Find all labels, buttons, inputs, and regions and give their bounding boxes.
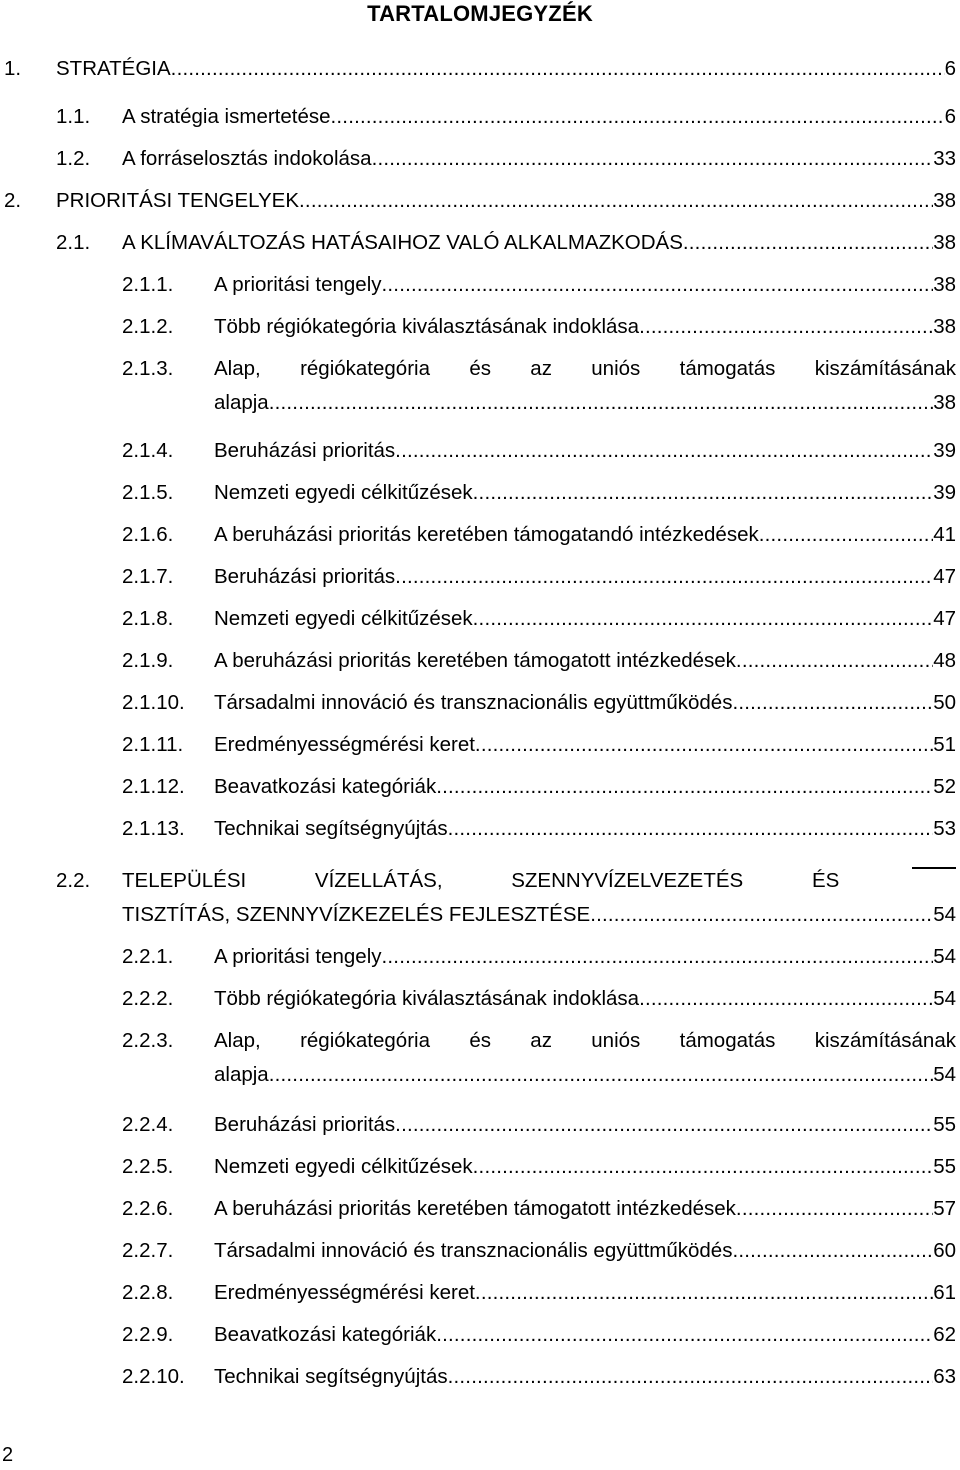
toc-entry-word: Alap, — [214, 357, 261, 380]
toc-entry-number: 2.2.3. — [122, 1029, 174, 1052]
toc-entry-number: 2.1.4. — [122, 439, 174, 462]
toc-entry-page: 38 — [933, 315, 956, 338]
toc-entry-number: 2.1.1. — [122, 273, 174, 296]
leader-dots — [590, 899, 933, 931]
toc-entry — [0, 941, 960, 973]
leader-dots — [395, 1109, 933, 1141]
leader-dots — [269, 387, 933, 419]
toc-entry-text: Nemzeti egyedi célkitűzések — [214, 607, 473, 630]
toc-entry-text: Több régiókategória kiválasztásának indoklása — [214, 315, 640, 338]
leader-dots — [372, 143, 934, 175]
toc-entry-text: alapja — [214, 391, 269, 414]
toc-entry-text: Társadalmi innováció és transznacionális együttműködés — [214, 691, 733, 714]
toc-entry-number: 2.1.13. — [122, 817, 185, 840]
leader-dots — [475, 1277, 933, 1309]
toc-entry-text: A forráselosztás indokolása — [122, 147, 372, 170]
toc-entry-word: támogatás — [679, 357, 776, 380]
toc-entry-fill — [214, 269, 956, 301]
leader-dots — [448, 1361, 934, 1393]
leader-dots — [436, 1319, 933, 1351]
toc-entry-number: 1. — [4, 57, 22, 80]
toc-entry-number: 2.2.2. — [122, 987, 174, 1010]
toc-entry-page: 38 — [933, 189, 956, 212]
toc-entry — [0, 1277, 960, 1309]
toc-entry-page: 41 — [933, 523, 956, 546]
leader-dots — [473, 603, 934, 635]
toc-entry-number: 2.2. — [56, 869, 91, 892]
toc-entry-fill — [56, 53, 956, 85]
toc-entry-text: Beavatkozási kategóriák — [214, 1323, 437, 1346]
toc-entry-fill — [214, 561, 956, 593]
toc-entry-fill — [214, 519, 956, 551]
toc-entry-fill — [214, 771, 956, 803]
toc-entry-fill — [214, 983, 956, 1015]
toc-entry-text: A prioritási tengely — [214, 273, 382, 296]
leader-dots — [736, 1193, 933, 1225]
toc-entry-line — [0, 1059, 960, 1091]
toc-entry-number: 2.2.6. — [122, 1197, 174, 1220]
toc-entry-word: és — [469, 1029, 491, 1052]
toc-entry-fill — [214, 477, 956, 509]
toc-entry-page: 61 — [933, 1281, 956, 1304]
toc-entry-fill — [214, 1361, 956, 1393]
toc-entry-word: Alap, — [214, 1029, 261, 1052]
toc-entry — [0, 729, 960, 761]
toc-entry-text: Beruházási prioritás — [214, 1113, 396, 1136]
toc-entry-text: Technikai segítségnyújtás — [214, 1365, 448, 1388]
toc-entry-word: kiszámításának — [814, 357, 956, 380]
toc-entry — [0, 1193, 960, 1225]
toc-entry-number: 2.2.9. — [122, 1323, 174, 1346]
toc-entry-fill — [122, 227, 956, 259]
toc-entry-page: 54 — [933, 945, 956, 968]
toc-entry-text: Eredményességmérési keret — [214, 1281, 475, 1304]
toc-entry-fill — [214, 387, 956, 419]
toc-entry — [0, 143, 960, 175]
toc-entry — [0, 227, 960, 259]
toc-entry-word: régiókategória — [300, 357, 430, 380]
toc-entry-page: 47 — [933, 565, 956, 588]
toc-entry-word: és — [469, 357, 491, 380]
leader-dots — [473, 1151, 934, 1183]
toc-entry-text: A beruházási prioritás keretében támogatott intézkedések — [214, 649, 736, 672]
toc-entry-text: alapja — [214, 1063, 269, 1086]
page-number: 2 — [2, 1444, 14, 1466]
toc-entry-page: 6 — [944, 105, 956, 128]
toc-entry-number: 2.2.7. — [122, 1239, 174, 1262]
toc-entry — [0, 477, 960, 509]
leader-dots — [759, 519, 933, 551]
toc-entry-text: Eredményességmérési keret — [214, 733, 475, 756]
leader-dots — [269, 1059, 933, 1091]
toc-entry-fill — [214, 1319, 956, 1351]
toc-entry — [0, 185, 960, 217]
toc-entry-word: SZENNYVÍZELVEZETÉS — [511, 869, 744, 892]
toc-entry-word: uniós — [591, 357, 641, 380]
toc-entry-page: 50 — [933, 691, 956, 714]
toc-entry-page: 51 — [933, 733, 956, 756]
toc-entry-fill — [56, 185, 956, 217]
toc-entry-number: 2.1.8. — [122, 607, 174, 630]
toc-entry-number: 2.1.10. — [122, 691, 185, 714]
toc-entry — [0, 519, 960, 551]
toc-entry-text: A beruházási prioritás keretében támogatandó intézkedések — [214, 523, 759, 546]
toc-entry-number: 2.1.7. — [122, 565, 174, 588]
toc-entry-fill — [214, 813, 956, 845]
toc-entry-fill — [214, 729, 956, 761]
toc-entry-fill — [214, 645, 956, 677]
toc-entry-number: 2.2.1. — [122, 945, 174, 968]
leader-dots — [639, 983, 933, 1015]
toc-entry-text: STRATÉGIA — [56, 57, 171, 80]
toc-entry-fill — [214, 1193, 956, 1225]
toc-entry-word: VÍZELLÁTÁS, — [314, 869, 443, 892]
toc-entry-fill — [214, 1109, 956, 1141]
toc-entry-text-line — [122, 865, 956, 897]
toc-entry-number: 2.2.4. — [122, 1113, 174, 1136]
toc-entry-page: 6 — [944, 57, 956, 80]
toc-entry-line — [0, 1025, 960, 1057]
toc-entry-page: 60 — [933, 1239, 956, 1262]
toc-entry-text: A stratégia ismertetése — [122, 105, 331, 128]
toc-entry-fill — [214, 435, 956, 467]
leader-dots — [448, 813, 934, 845]
leader-dots — [475, 729, 933, 761]
toc-entry-text: Technikai segítségnyújtás — [214, 817, 448, 840]
toc-entry-line — [0, 353, 960, 385]
toc-entry-word: régiókategória — [300, 1029, 430, 1052]
toc-entry-fill — [214, 1235, 956, 1267]
leader-dots — [736, 645, 933, 677]
toc-entry-word: az — [530, 357, 552, 380]
toc-entry-line — [0, 899, 960, 931]
toc-entry-page: 62 — [933, 1323, 956, 1346]
toc-entry — [0, 435, 960, 467]
toc-entry-fill — [214, 1151, 956, 1183]
toc-entry-page: 63 — [933, 1365, 956, 1388]
toc-entry-text: Több régiókategória kiválasztásának indoklása — [214, 987, 640, 1010]
toc-entry-number: 2.1.9. — [122, 649, 174, 672]
toc-entry-number: 2.1.3. — [122, 357, 174, 380]
toc-entry-number: 2.1.5. — [122, 481, 174, 504]
toc-entry-text: Beavatkozási kategóriák — [214, 775, 437, 798]
toc-entry-number: 1.1. — [56, 105, 91, 128]
toc-entry-word: ÉS — [811, 869, 840, 892]
toc-entry — [0, 813, 960, 845]
toc-entry-fill — [122, 101, 956, 133]
toc-entry-line — [0, 865, 960, 897]
toc-entry-word: uniós — [591, 1029, 641, 1052]
toc-entry-line — [0, 387, 960, 419]
toc-entry-number: 1.2. — [56, 147, 91, 170]
toc-entry-page: 47 — [933, 607, 956, 630]
toc-entry-number: 2. — [4, 189, 22, 212]
toc-entry-fill — [122, 899, 956, 931]
toc-entry — [0, 101, 960, 133]
leader-dots — [395, 435, 933, 467]
leader-dots — [299, 185, 933, 217]
toc-entry-page: 55 — [933, 1113, 956, 1136]
toc-entry-page: 38 — [933, 231, 956, 254]
toc-entry — [0, 53, 960, 85]
leader-dots — [683, 227, 933, 259]
toc-entry-number: 2.1.6. — [122, 523, 174, 546]
toc-entry-text: TISZTÍTÁS, SZENNYVÍZKEZELÉS FEJLESZTÉSE — [122, 903, 591, 926]
toc-entry-number: 2.2.8. — [122, 1281, 174, 1304]
toc-entry-text: A beruházási prioritás keretében támogatott intézkedések — [214, 1197, 736, 1220]
leader-dots — [436, 771, 933, 803]
toc-entry-text-line — [214, 353, 956, 385]
toc-entry-number: 2.1. — [56, 231, 91, 254]
toc-entry-page: 39 — [933, 439, 956, 462]
leader-dots — [171, 53, 945, 85]
toc-entry-text: Nemzeti egyedi célkitűzések — [214, 1155, 473, 1178]
leader-dots — [732, 687, 933, 719]
toc-entry-fill — [214, 1059, 956, 1091]
toc-title: TARTALOMJEGYZÉK — [367, 1, 593, 26]
toc-entry-number: 2.2.10. — [122, 1365, 185, 1388]
toc-entry-page: 53 — [933, 817, 956, 840]
toc-entry-number: 2.1.11. — [122, 733, 184, 756]
toc-entry — [0, 603, 960, 635]
leader-dots — [331, 101, 945, 133]
toc-entry-word: támogatás — [679, 1029, 776, 1052]
leader-dots — [382, 269, 934, 301]
toc-entry-page: 52 — [933, 775, 956, 798]
toc-entry — [0, 561, 960, 593]
toc-entry-page: 57 — [933, 1197, 956, 1220]
toc-entry-text: PRIORITÁSI TENGELYEK — [56, 189, 300, 212]
toc-entry-fill — [214, 311, 956, 343]
toc-entry-text: Nemzeti egyedi célkitűzések — [214, 481, 473, 504]
leader-dots — [639, 311, 933, 343]
toc-entry-word: kiszámításának — [814, 1029, 956, 1052]
toc-entry — [0, 771, 960, 803]
toc-entry-page: 54 — [933, 987, 956, 1010]
leader-dots — [382, 941, 934, 973]
toc-entry — [0, 311, 960, 343]
toc-entry-fill — [214, 687, 956, 719]
dash-rule — [912, 867, 956, 899]
toc-entry-page: 55 — [933, 1155, 956, 1178]
toc-entry-fill — [214, 1277, 956, 1309]
toc-entry-page: 33 — [933, 147, 956, 170]
toc-entry-text: A prioritási tengely — [214, 945, 382, 968]
toc-entry-fill — [214, 941, 956, 973]
toc-entry — [0, 1361, 960, 1393]
toc-entry-page: 38 — [933, 273, 956, 296]
leader-dots — [395, 561, 933, 593]
toc-entry-number: 2.1.12. — [122, 775, 185, 798]
toc-entry-text: Társadalmi innováció és transznacionális együttműködés — [214, 1239, 733, 1262]
toc-entry-word: az — [530, 1029, 552, 1052]
toc-entry — [0, 1319, 960, 1351]
toc-entry-page: 38 — [933, 391, 956, 414]
toc-entry-number: 2.2.5. — [122, 1155, 174, 1178]
toc-entry-text-line — [214, 1025, 956, 1057]
toc-entry — [0, 1109, 960, 1141]
toc-entry — [0, 1151, 960, 1183]
toc-entry-text: A KLÍMAVÁLTOZÁS HATÁSAIHOZ VALÓ ALKALMAZKODÁS — [122, 231, 683, 254]
toc-entry-fill — [122, 143, 956, 175]
toc-entry-page: 54 — [933, 1063, 956, 1086]
toc-entry-page: 48 — [933, 649, 956, 672]
toc-entry — [0, 983, 960, 1015]
toc-entry — [0, 1235, 960, 1267]
leader-dots — [473, 477, 934, 509]
leader-dots — [732, 1235, 933, 1267]
toc-entry — [0, 269, 960, 301]
toc-entry-number: 2.1.2. — [122, 315, 174, 338]
toc-entry-text: Beruházási prioritás — [214, 565, 396, 588]
toc-entry — [0, 687, 960, 719]
toc-entry-fill — [214, 603, 956, 635]
toc-entry — [0, 645, 960, 677]
toc-entry-page: 39 — [933, 481, 956, 504]
toc-entry-text: Beruházási prioritás — [214, 439, 396, 462]
toc-entry-page: 54 — [933, 903, 956, 926]
toc-entry-word: TELEPÜLÉSI — [122, 869, 247, 892]
